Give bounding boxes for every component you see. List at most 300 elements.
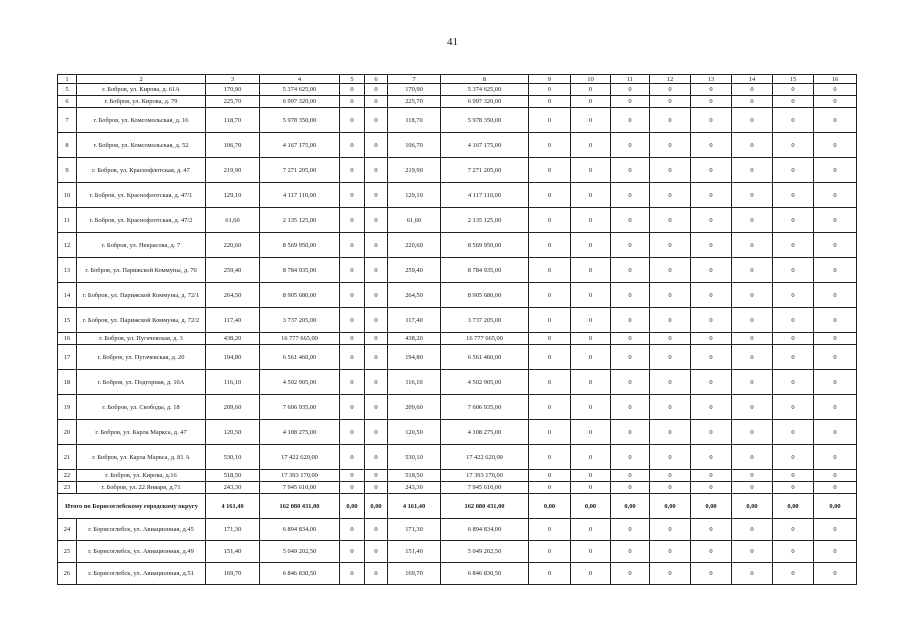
value-cell: 0 (571, 470, 611, 482)
column-header: 3 (206, 75, 260, 84)
value-cell: 0 (732, 519, 773, 541)
value-cell: 3 737 205,00 (260, 308, 340, 333)
value-cell: 0 (814, 541, 857, 563)
value-cell: 5 374 625,00 (441, 84, 529, 96)
header-row (58, 75, 857, 84)
value-cell: 0 (529, 158, 571, 183)
column-header: 4 (260, 75, 340, 84)
value-cell: 0 (340, 208, 365, 233)
value-cell: 0 (611, 96, 650, 108)
value-cell: 0 (773, 158, 814, 183)
value-cell: 0 (365, 420, 388, 445)
value-cell: 0 (691, 84, 732, 96)
value-cell: 0 (340, 370, 365, 395)
value-cell: 106,70 (206, 133, 260, 158)
value-cell: 220,60 (206, 233, 260, 258)
value-cell: 0 (732, 84, 773, 96)
value-cell: 0 (732, 308, 773, 333)
column-header: 14 (732, 75, 773, 84)
value-cell: 0 (571, 84, 611, 96)
value-cell: 0 (773, 345, 814, 370)
value-cell: 0 (732, 563, 773, 585)
column-header: 7 (388, 75, 441, 84)
value-cell: 0 (611, 183, 650, 208)
value-cell: 243,30 (388, 482, 441, 494)
address-cell: г. Борисоглебск, ул. Авиационная, д.49 (77, 541, 206, 563)
value-cell: 0 (650, 333, 691, 345)
value-cell: 0 (611, 333, 650, 345)
value-cell: 7 606 935,00 (260, 395, 340, 420)
value-cell: 0 (611, 541, 650, 563)
address-cell: г. Бобров, ул. Парижской Коммуны, д. 72/2 (77, 308, 206, 333)
value-cell: 0 (650, 395, 691, 420)
value-cell: 0 (529, 420, 571, 445)
value-cell: 194,80 (206, 345, 260, 370)
value-cell: 0 (691, 133, 732, 158)
value-cell: 0 (814, 108, 857, 133)
value-cell: 16 777 665,00 (260, 333, 340, 345)
value-cell: 0 (340, 84, 365, 96)
value-cell: 6 997 320,00 (441, 96, 529, 108)
address-cell: г. Бобров, ул. Карла Маркса, д. 47 (77, 420, 206, 445)
address-cell: г. Бобров, ул. Парижской Коммуны, д. 72/1 (77, 283, 206, 308)
value-cell: 0 (814, 470, 857, 482)
table-row (58, 133, 857, 158)
total-value-cell: 4 161,40 (388, 494, 441, 519)
value-cell: 0 (365, 183, 388, 208)
value-cell: 8 569 950,00 (260, 233, 340, 258)
value-cell: 0 (773, 370, 814, 395)
value-cell: 0 (691, 183, 732, 208)
total-value-cell: 0,00 (365, 494, 388, 519)
value-cell: 0 (814, 420, 857, 445)
value-cell: 0 (691, 445, 732, 470)
row-number: 23 (58, 482, 77, 494)
table-row (58, 420, 857, 445)
value-cell: 17 393 170,00 (441, 470, 529, 482)
table-row (58, 370, 857, 395)
value-cell: 7 606 935,00 (441, 395, 529, 420)
total-value-cell: 0,00 (732, 494, 773, 519)
value-cell: 0 (814, 345, 857, 370)
value-cell: 171,30 (388, 519, 441, 541)
value-cell: 5 374 625,00 (260, 84, 340, 96)
address-cell: г. Бобров, ул. Парижской Коммуны, д. 70 (77, 258, 206, 283)
value-cell: 243,30 (206, 482, 260, 494)
table-row (58, 519, 857, 541)
value-cell: 0 (365, 470, 388, 482)
value-cell: 7 271 205,00 (260, 158, 340, 183)
total-value-cell: 0,00 (814, 494, 857, 519)
value-cell: 0 (571, 258, 611, 283)
value-cell: 0 (732, 108, 773, 133)
value-cell: 0 (814, 563, 857, 585)
value-cell: 0 (650, 482, 691, 494)
value-cell: 0 (529, 96, 571, 108)
value-cell: 129,10 (388, 183, 441, 208)
column-header: 16 (814, 75, 857, 84)
value-cell: 6 561 460,00 (441, 345, 529, 370)
value-cell: 0 (340, 482, 365, 494)
value-cell: 0 (773, 541, 814, 563)
value-cell: 0 (529, 519, 571, 541)
value-cell: 0 (529, 283, 571, 308)
value-cell: 0 (529, 84, 571, 96)
value-cell: 0 (650, 133, 691, 158)
value-cell: 0 (691, 258, 732, 283)
value-cell: 169,70 (206, 563, 260, 585)
value-cell: 0 (340, 183, 365, 208)
row-number: 10 (58, 183, 77, 208)
value-cell: 0 (365, 345, 388, 370)
total-value-cell: 0,00 (650, 494, 691, 519)
value-cell: 0 (571, 308, 611, 333)
value-cell: 8 905 680,00 (441, 283, 529, 308)
value-cell: 4 117 110,00 (260, 183, 340, 208)
value-cell: 0 (571, 541, 611, 563)
value-cell: 7 945 610,00 (260, 482, 340, 494)
value-cell: 530,10 (388, 445, 441, 470)
value-cell: 170,90 (206, 84, 260, 96)
value-cell: 0 (611, 84, 650, 96)
value-cell: 264,50 (388, 283, 441, 308)
table-row (58, 482, 857, 494)
value-cell: 0 (340, 333, 365, 345)
column-header: 15 (773, 75, 814, 84)
value-cell: 0 (611, 283, 650, 308)
table-row (58, 84, 857, 96)
value-cell: 0 (773, 183, 814, 208)
value-cell: 0 (571, 563, 611, 585)
value-cell: 6 561 460,00 (260, 345, 340, 370)
value-cell: 0 (611, 370, 650, 395)
value-cell: 0 (814, 395, 857, 420)
total-value-cell: 0,00 (529, 494, 571, 519)
value-cell: 116,10 (206, 370, 260, 395)
value-cell: 0 (732, 470, 773, 482)
total-value-cell: 162 080 431,00 (441, 494, 529, 519)
value-cell: 0 (732, 258, 773, 283)
value-cell: 0 (571, 482, 611, 494)
value-cell: 16 777 665,00 (441, 333, 529, 345)
value-cell: 0 (529, 445, 571, 470)
value-cell: 0 (571, 133, 611, 158)
value-cell: 0 (691, 283, 732, 308)
value-cell: 0 (365, 445, 388, 470)
value-cell: 0 (773, 445, 814, 470)
value-cell: 0 (650, 420, 691, 445)
value-cell: 0 (340, 563, 365, 585)
value-cell: 0 (814, 84, 857, 96)
address-cell: г. Бобров, ул. 22 Января, д.71 (77, 482, 206, 494)
value-cell: 4 167 175,00 (441, 133, 529, 158)
column-header: 1 (58, 75, 77, 84)
value-cell: 209,60 (388, 395, 441, 420)
table-row (58, 108, 857, 133)
value-cell: 0 (773, 470, 814, 482)
value-cell: 438,20 (206, 333, 260, 345)
table-row (58, 258, 857, 283)
value-cell: 0 (650, 158, 691, 183)
value-cell: 0 (773, 519, 814, 541)
value-cell: 0 (611, 345, 650, 370)
column-header: 2 (77, 75, 206, 84)
value-cell: 0 (571, 158, 611, 183)
value-cell: 6 846 830,50 (260, 563, 340, 585)
value-cell: 0 (814, 333, 857, 345)
table-row (58, 96, 857, 108)
value-cell: 0 (732, 345, 773, 370)
value-cell: 0 (529, 482, 571, 494)
value-cell: 0 (650, 308, 691, 333)
table-row (58, 208, 857, 233)
value-cell: 0 (571, 445, 611, 470)
value-cell: 4 108 275,00 (441, 420, 529, 445)
value-cell: 518,50 (388, 470, 441, 482)
value-cell: 151,40 (206, 541, 260, 563)
row-number: 22 (58, 470, 77, 482)
page-number: 41 (447, 36, 458, 48)
value-cell: 0 (571, 395, 611, 420)
value-cell: 0 (814, 308, 857, 333)
value-cell: 0 (691, 470, 732, 482)
value-cell: 259,40 (388, 258, 441, 283)
value-cell: 0 (732, 96, 773, 108)
address-cell: г. Бобров, ул. Свободы, д. 18 (77, 395, 206, 420)
value-cell: 0 (773, 208, 814, 233)
row-number: 17 (58, 345, 77, 370)
value-cell: 0 (611, 208, 650, 233)
value-cell: 0 (732, 482, 773, 494)
column-header: 6 (365, 75, 388, 84)
value-cell: 0 (365, 208, 388, 233)
value-cell: 0 (732, 233, 773, 258)
value-cell: 0 (340, 158, 365, 183)
row-number: 24 (58, 519, 77, 541)
table-row (58, 233, 857, 258)
value-cell: 0 (365, 84, 388, 96)
value-cell: 7 271 205,00 (441, 158, 529, 183)
value-cell: 5 978 350,00 (260, 108, 340, 133)
row-number: 18 (58, 370, 77, 395)
value-cell: 0 (691, 395, 732, 420)
column-header: 5 (340, 75, 365, 84)
row-number: 6 (58, 96, 77, 108)
total-value-cell: 162 080 431,00 (260, 494, 340, 519)
address-cell: г. Бобров, ул. Карла Маркса, д. 81 А (77, 445, 206, 470)
value-cell: 0 (365, 541, 388, 563)
value-cell: 0 (691, 308, 732, 333)
total-value-cell: 0,00 (773, 494, 814, 519)
value-cell: 0 (340, 519, 365, 541)
value-cell: 0 (571, 333, 611, 345)
value-cell: 0 (650, 258, 691, 283)
row-number: 16 (58, 333, 77, 345)
address-cell: г. Бобров, ул. Краснофлотская, д. 47/2 (77, 208, 206, 233)
value-cell: 0 (340, 308, 365, 333)
value-cell: 0 (732, 333, 773, 345)
value-cell: 8 784 935,00 (260, 258, 340, 283)
value-cell: 0 (529, 183, 571, 208)
value-cell: 0 (691, 158, 732, 183)
value-cell: 61,60 (388, 208, 441, 233)
total-value-cell: 0,00 (340, 494, 365, 519)
value-cell: 0 (365, 308, 388, 333)
value-cell: 0 (814, 258, 857, 283)
value-cell: 0 (773, 420, 814, 445)
value-cell: 0 (650, 84, 691, 96)
value-cell: 264,50 (206, 283, 260, 308)
table-row (58, 183, 857, 208)
column-header: 12 (650, 75, 691, 84)
value-cell: 0 (773, 233, 814, 258)
row-number: 25 (58, 541, 77, 563)
value-cell: 0 (365, 395, 388, 420)
table-row (58, 345, 857, 370)
value-cell: 0 (529, 133, 571, 158)
value-cell: 0 (773, 258, 814, 283)
value-cell: 0 (650, 208, 691, 233)
value-cell: 0 (611, 482, 650, 494)
row-number: 14 (58, 283, 77, 308)
value-cell: 0 (732, 283, 773, 308)
value-cell: 0 (650, 470, 691, 482)
value-cell: 0 (691, 233, 732, 258)
column-header: 10 (571, 75, 611, 84)
address-cell: г. Бобров, ул. Кирова, д. 79 (77, 96, 206, 108)
value-cell: 0 (340, 233, 365, 258)
total-value-cell: 0,00 (611, 494, 650, 519)
value-cell: 0 (691, 108, 732, 133)
value-cell: 0 (340, 445, 365, 470)
row-number: 21 (58, 445, 77, 470)
value-cell: 0 (691, 333, 732, 345)
value-cell: 0 (340, 541, 365, 563)
value-cell: 0 (340, 345, 365, 370)
value-cell: 0 (691, 420, 732, 445)
value-cell: 518,50 (206, 470, 260, 482)
value-cell: 6 894 834,00 (260, 519, 340, 541)
address-cell: г. Бобров, ул. Краснофлотская, д. 47 (77, 158, 206, 183)
value-cell: 0 (365, 96, 388, 108)
table-row (58, 283, 857, 308)
value-cell: 151,40 (388, 541, 441, 563)
column-header: 9 (529, 75, 571, 84)
row-number: 19 (58, 395, 77, 420)
table-row (58, 308, 857, 333)
value-cell: 0 (611, 308, 650, 333)
value-cell: 0 (611, 470, 650, 482)
value-cell: 0 (814, 519, 857, 541)
value-cell: 0 (529, 470, 571, 482)
value-cell: 4 502 905,00 (441, 370, 529, 395)
value-cell: 4 167 175,00 (260, 133, 340, 158)
row-number: 7 (58, 108, 77, 133)
value-cell: 0 (340, 395, 365, 420)
value-cell: 4 502 905,00 (260, 370, 340, 395)
value-cell: 0 (529, 395, 571, 420)
total-row (58, 494, 857, 519)
value-cell: 0 (611, 233, 650, 258)
value-cell: 259,40 (206, 258, 260, 283)
value-cell: 0 (571, 183, 611, 208)
value-cell: 129,10 (206, 183, 260, 208)
value-cell: 5 049 202,50 (441, 541, 529, 563)
value-cell: 0 (611, 445, 650, 470)
value-cell: 0 (340, 96, 365, 108)
table-row (58, 445, 857, 470)
value-cell: 171,30 (206, 519, 260, 541)
value-cell: 0 (529, 370, 571, 395)
address-cell: г. Бобров, ул. Некрасова, д. 7 (77, 233, 206, 258)
value-cell: 0 (814, 183, 857, 208)
value-cell: 106,70 (388, 133, 441, 158)
table-row (58, 470, 857, 482)
value-cell: 0 (650, 563, 691, 585)
value-cell: 2 135 125,00 (260, 208, 340, 233)
value-cell: 0 (340, 258, 365, 283)
value-cell: 0 (571, 208, 611, 233)
value-cell: 4 117 110,00 (441, 183, 529, 208)
address-cell: г. Бобров, ул. Комсомольская, д. 16 (77, 108, 206, 133)
value-cell: 8 569 950,00 (441, 233, 529, 258)
data-table (57, 74, 857, 585)
value-cell: 0 (571, 283, 611, 308)
address-cell: г. Бобров, ул. Кирова, д.16 (77, 470, 206, 482)
value-cell: 0 (611, 133, 650, 158)
value-cell: 0 (340, 283, 365, 308)
value-cell: 120,50 (206, 420, 260, 445)
value-cell: 0 (650, 233, 691, 258)
value-cell: 0 (773, 395, 814, 420)
value-cell: 194,80 (388, 345, 441, 370)
value-cell: 0 (691, 370, 732, 395)
value-cell: 118,70 (206, 108, 260, 133)
value-cell: 0 (571, 420, 611, 445)
value-cell: 0 (732, 208, 773, 233)
value-cell: 0 (691, 345, 732, 370)
row-number: 9 (58, 158, 77, 183)
value-cell: 0 (773, 333, 814, 345)
value-cell: 0 (732, 541, 773, 563)
value-cell: 0 (365, 563, 388, 585)
value-cell: 0 (365, 108, 388, 133)
address-cell: г. Бобров, ул. Кирова, д. 61А (77, 84, 206, 96)
value-cell: 17 393 170,00 (260, 470, 340, 482)
value-cell: 0 (773, 563, 814, 585)
value-cell: 0 (691, 519, 732, 541)
value-cell: 0 (611, 420, 650, 445)
value-cell: 530,10 (206, 445, 260, 470)
value-cell: 0 (571, 96, 611, 108)
value-cell: 0 (611, 563, 650, 585)
value-cell: 170,90 (388, 84, 441, 96)
value-cell: 0 (571, 233, 611, 258)
value-cell: 0 (814, 445, 857, 470)
table-row (58, 395, 857, 420)
value-cell: 118,70 (388, 108, 441, 133)
value-cell: 0 (814, 482, 857, 494)
value-cell: 0 (529, 108, 571, 133)
value-cell: 0 (529, 208, 571, 233)
value-cell: 0 (650, 96, 691, 108)
value-cell: 0 (529, 333, 571, 345)
value-cell: 0 (365, 482, 388, 494)
value-cell: 3 737 205,00 (441, 308, 529, 333)
value-cell: 220,60 (388, 233, 441, 258)
value-cell: 0 (365, 133, 388, 158)
value-cell: 169,70 (388, 563, 441, 585)
